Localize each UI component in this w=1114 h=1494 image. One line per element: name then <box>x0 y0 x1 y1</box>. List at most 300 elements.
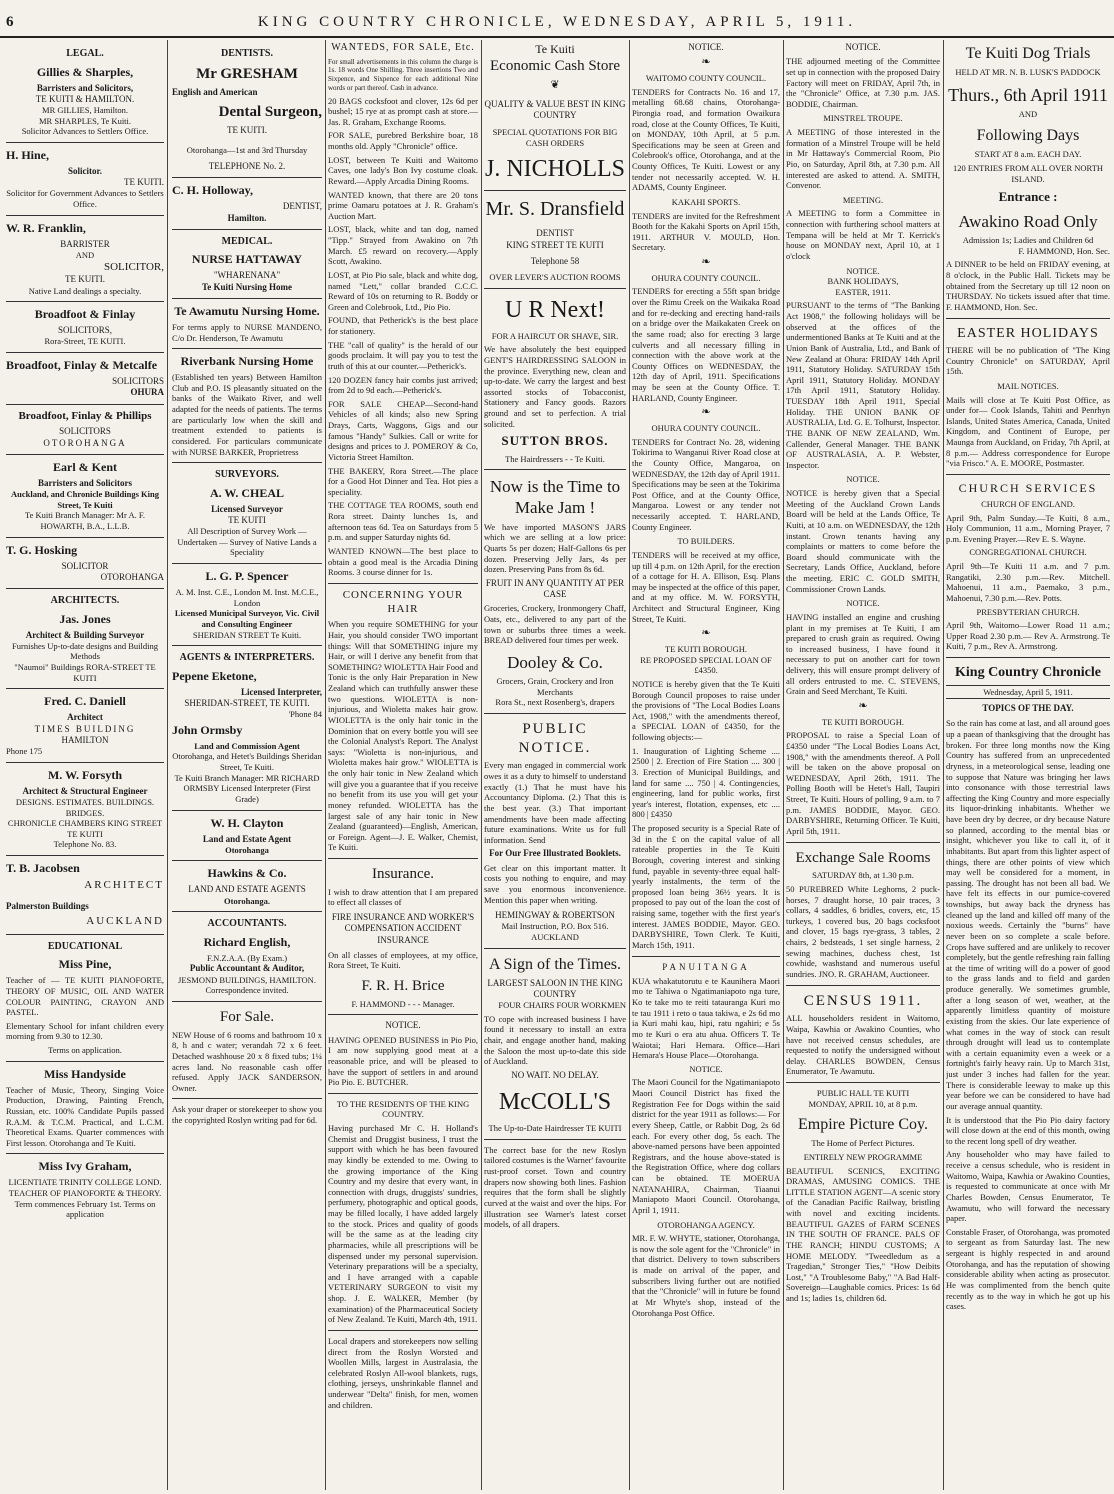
advert-text: F. HAMMOND, Hon. Sec. <box>1018 245 1110 256</box>
notice-text: PROPOSAL to raise a Special Loan of £4350 under "The Local Bodies Loans Act, 1908," with the amendments thereof. A Poll will be taken on the above proposal on WEDNESDAY, April 26th, 1911. The Polling Booth will be Hetet's Hall, Taupiri Street, Te Kuiti. Hours of polling, 9 a.m. to 7 p.m. JAMES BODDIE, Mayor. GEO. DARBYSHIRE, Returning Officer. Te Kuiti, April 5th, 1911. <box>786 730 940 836</box>
classified-ad: THE "call of quality" is the herald of our goods proclaim. It will pay you to test the truth of this at our counter.—Petherick's. <box>328 339 478 371</box>
advert-text: Native Land dealings a specialty. <box>28 285 142 296</box>
classified-ad: LOST, black, white and tan dog, named "Tipp." Strayed from Awakino on 7th March. £5 reward on recovery.—Apply Scott, Awakino. <box>328 224 478 267</box>
divider <box>328 583 478 584</box>
advert-name: Te Awamutu Nursing Home. <box>174 303 320 318</box>
advert-text: (Established ten years) Between Hamilton Club and P.O. IS pleasantly situated on the banks of the Waikato River, and well adapted for the needs of patients. The terms are particularly low when the skill and treatment extended to patients is considered. For particulars communicate with NURSE BARKER, Proprietress <box>172 372 322 457</box>
advert-sub: BARRISTER <box>60 238 110 249</box>
divider <box>172 229 322 230</box>
advert-loc: Otorohanga <box>225 844 269 855</box>
advert-sub: LARGEST SALOON IN THE KING COUNTRY <box>487 977 623 999</box>
divider <box>946 657 1110 658</box>
section-heading: ACCOUNTANTS. <box>207 918 287 930</box>
notice-text: A MEETING to form a Committee in connection with furthering school matters at Tempana will be held at Mr T. Kerrick's house on MONDAY next, April 10, at 1 o'clock <box>786 208 940 261</box>
ornament-icon: ❦ <box>550 78 560 91</box>
masthead <box>0 0 1114 36</box>
advert-name: HEMINGWAY & ROBERTSON <box>495 910 615 921</box>
notice-heading: TE KUITI BOROUGH. <box>822 716 904 727</box>
divider <box>172 298 322 299</box>
advert-name: W. H. Clayton <box>210 815 284 830</box>
advert-text: QUALITY & VALUE BEST IN KING COUNTRY <box>484 98 626 120</box>
advert-text: TO cope with increased business I have found it necessary to install an extra chair, and engage another hand, making the Saloon the most up-to-date this side of Auckland. <box>484 1013 626 1067</box>
advert-name: H. Hine, <box>6 147 50 162</box>
advert-name: Empire Picture Coy. <box>797 1116 929 1134</box>
column-meetings <box>786 42 940 1488</box>
advert-sub: Architect <box>67 712 103 723</box>
divider <box>484 190 626 191</box>
advert-loc: TE KUITI. <box>65 274 105 285</box>
divider <box>6 537 164 538</box>
advert-sub: FOUR CHAIRS FOUR WORKMEN <box>498 1000 626 1011</box>
advert-name: Te Kuiti Dog Trials <box>965 45 1091 62</box>
section-heading: NOTICE. <box>688 42 724 52</box>
section-heading: NOTICE. <box>846 598 880 609</box>
divider <box>6 762 164 763</box>
advert-name: Hawkins & Co. <box>207 866 287 881</box>
notice-text: TENDERS for Contracts No. 16 and 17, metalling 68.68 chains, Otorohanga-Pirongia road, and formation Owaikura road, close at the County Offices, Te Kuiti, on MONDAY, 10th April, at 5 p.m. Specifications may be seen at Green and Colebrook's office, Otorohanga, and at the County Offices, Te Kuiti. Lowest or any tender not necessarily accepted. W. H. ADAMS, County Engineer. <box>632 86 780 193</box>
advert-name: Following Days <box>976 126 1080 144</box>
notice-text: TENDERS for erecting a 55ft span bridge over the Rimu Creek on the Waikaka Road and for re-decking and erecting hand-rails on a bridge over the Maikakaten Creek on the same road; also for erecting 3 large culverts and all necessary filling in connection with the above work at the County Offices on WEDNESDAY, the 12th day of April, 1911. Specifications may be seen at the County Office. T. HARLAND, County Engineer. <box>632 286 780 403</box>
notice-text: TENDERS for Contract No. 28, widening Tokirima to Wanganui River Road close at the County Office, Mangaroa, on WEDNESDAY, the 12th day of April 1911. Specifications may be seen at the Tokirima Post Office, and at the County Office, Mangaroa. Lowest or any tender not necessarily accepted. T. HARLAND, County Engineer. <box>632 436 780 532</box>
advert-name: Fred. C. Daniell <box>44 694 126 709</box>
advert-loc: JESMOND BUILDINGS, HAMILTON. Correspondence invited. <box>178 974 316 996</box>
section-heading: ARCHITECTS. <box>50 595 120 606</box>
advert-text: For small advertisements in this column the charge is 1s. 18 words One Shilling. Three insertions Two and Sixpence, and Sixpence for each additional Nine words or part thereof. Cash in advance. <box>328 57 478 92</box>
editorial-heading: TOPICS OF THE DAY. <box>982 703 1074 714</box>
notice-text: Mails will close at Te Kuiti Post Office, as under for— Cook Islands, Tahiti and Penrhyn Islands, United States America, Canada, United Kingdom, and Continent of Europe, per Maunga from Auckland, on Friday, 7th April, at 8 p.m.— Address correspondence for Europe "via Frisco." A. E. MOORE, Postmaster. <box>946 394 1110 469</box>
advert-sub: English and American <box>172 87 258 98</box>
advert-sub: SOLICITOR, <box>104 260 164 273</box>
advert-sub: Mail Instruction, P.O. Box 516. AUCKLAND <box>501 921 609 942</box>
classified-ad: FOR SALE, purebred Berkshire boar, 18 months old. Apply "Chronicle" office. <box>328 130 478 151</box>
advert-text: Teacher of — TE KUITI PIANOFORTE, THEORY OF MUSIC, OIL AND WATER COLOUR PAINTING, CRAYON AND PASTEL. <box>6 975 164 1018</box>
divider <box>484 948 626 949</box>
advert-text: We have absolutely the best equipped GENT'S HAIRDRESSING SALOON in the province. Everything new, clean and up-to-date. We carry the largest and best assorted stocks of Tobacconist, Stationery and Fancy goods. Razors ground and set to perfection. A trial solicited. <box>484 344 626 429</box>
advert-text: Groceries, Crockery, Ironmongery Chaff, Oats, etc., delivered to any part of the town or suburbs three times a week. BREAD delivered four times per week. <box>484 603 626 646</box>
divider <box>6 688 164 689</box>
advert-sub: Solicitor. <box>68 165 102 176</box>
section-heading: EDUCATIONAL <box>47 940 123 952</box>
divider <box>6 934 164 935</box>
advert-name: SUTTON BROS. <box>501 433 609 449</box>
divider <box>172 860 322 861</box>
divider <box>328 1093 478 1094</box>
column-stores <box>484 42 626 1488</box>
advert-sub: Architect & Building Surveyor <box>25 629 145 640</box>
advert-loc: TE KUITI. <box>227 125 267 136</box>
section-heading: NOTICE. <box>846 474 880 485</box>
advert-name: Economic Cash Store <box>490 58 620 74</box>
advert-loc: Otorohanga. <box>224 895 270 906</box>
divider <box>172 348 322 349</box>
divider <box>946 474 1110 475</box>
advert-text: NEW House of 6 rooms and bathroom 10 x 8, h and c water; verandah 72 x 6 feet. Detached washhouse 20 x 8 fixed tubs; 1¼ acres land. No reasonable cash offer refused. Apply JACK SANDERSON, Owner. <box>172 1029 322 1093</box>
advert-text: TELEPHONE No. 2. <box>208 161 286 172</box>
advert-name: Exchange Sale Rooms <box>795 849 931 866</box>
advert-text: 'Phone 84 <box>288 709 322 720</box>
advert-name: NURSE HATTAWAY <box>191 252 303 267</box>
notice-heading: OHURA COUNTY COUNCIL. <box>651 272 761 283</box>
notice-text: A MEETING of those interested in the formation of a Minstrel Troupe will be held in Mr Hattaway's Commercial Room, Pio Pio, on Saturday, April 8th, at 7.30 p.m. All interested are asked to attend. A. SMITH, Convenor. <box>786 127 940 191</box>
ornament-icon: ❧ <box>701 627 711 640</box>
section-heading: MEDICAL. <box>221 235 273 247</box>
advert-name: F. R. H. Brice <box>361 978 445 994</box>
notice-heading: CHURCH OF ENGLAND. <box>981 498 1075 509</box>
notice-heading: CONGREGATIONAL CHURCH. <box>969 547 1087 558</box>
section-heading: SURVEYORS. <box>215 469 279 481</box>
notice-heading: RE PROPOSED SPECIAL LOAN OF £4350. <box>640 654 772 676</box>
section-heading: LEGAL. <box>66 48 104 59</box>
advert-text: MR SHARPLES, Te Kuiti. <box>38 115 132 126</box>
advert-sub: Dental Surgeon, <box>218 103 322 120</box>
advert-sub: Land and Commission Agent <box>194 740 300 751</box>
advert-text: Teacher of Music, Theory, Singing Voice Production, Drawing, Painting French, Russian, etc. 100% Candidate Pupils passed R.A.M. & T.C.M. Practical, and L.C.M. Theoretical Exams. Quarter commences with First lesson. Otorohanga and Te Kuiti. <box>6 1084 164 1148</box>
advert-sub: Land and Estate Agent <box>202 833 292 844</box>
advert-text: Admission 1s; Ladies and Children 6d <box>962 235 1094 246</box>
divider <box>6 301 164 302</box>
advert-loc: Rora St., next Rosenberg's, drapers <box>495 697 615 708</box>
advert-text: I wish to draw attention that I am prepared to effect all classes of <box>328 886 478 908</box>
notice-text: THE adjourned meeting of the Committee set up in connection with the proposed Dairy Factory will meet on FRIDAY, April 7th, in the "Chronicle" Office, at 7.30 p.m. JAS. BODDIE, Chairman. <box>786 56 940 109</box>
advert-sub: Barristers and Solicitors, <box>36 82 134 93</box>
advert-text: Every man engaged in commercial work owes it as a duty to himself to understand exactly (1.) That he must have his Accountancy Diploma. (2.) That this is the best year. (3.) That important amendments have been made affecting future examinations. Write us for full information. Send <box>484 760 626 845</box>
advert-text: NO WAIT. NO DELAY. <box>511 1069 599 1080</box>
advert-sub: Auckland, and Chronicle Buildings King Street, Te Kuiti <box>11 489 159 510</box>
classified-ad: FOUND, that Petherick's is the best place for stationery. <box>328 315 478 336</box>
classified-ad: LOST, at Pio Pio sale, black and white dog, named "Lett," collar branded C.C.C. Reward of 10s on returning to R. Boddy or Green and Colebrook, Ltd., Pio Pio. <box>328 269 478 312</box>
notice-heading: OTOROHANGA AGENCY. <box>657 1219 755 1230</box>
advert-name: Now is the Time to Make Jam ! <box>489 477 621 518</box>
advert-sub: Public Accountant & Auditor, <box>189 963 305 974</box>
advert-text: Get clear on this important matter. It costs you nothing to enquire, and may save you enormous inconvenience. Mention this paper when writing. <box>484 862 626 905</box>
classified-ad: FOR SALE CHEAP—Second-hand Vehicles of all kinds; also new Spring Drays, Carts, Waggons, Gigs and our famous "Handy" Sulkies. Call or write for designs and prices to J. POMEROY & Co, Victoria Street Hamilton. <box>328 398 478 462</box>
section-heading: NOTICE. <box>846 265 880 276</box>
advert-loc: TIMES BUILDING <box>34 723 136 734</box>
section-heading: NOTICE. <box>689 1063 723 1074</box>
advert-sub: START AT 8 a.m. EACH DAY. <box>974 148 1082 159</box>
advert-loc: HAMILTON <box>61 734 109 745</box>
advert-loc: OHURA <box>130 387 164 398</box>
advert-text: Solicitor Advances to Settlers Office. <box>21 126 149 137</box>
page-number: 6 <box>6 14 14 30</box>
editorial-date: Wednesday, April 5, 1911. <box>946 685 1110 700</box>
advert-text: OVER LEVER'S AUCTION ROOMS <box>489 272 621 282</box>
advert-text: ALL householders resident in Waitomo, Waipa, Kawhia or Awakino Counties, who have not received census schedules, are requested to notify the undersigned without delay. CHARLES BOWDEN, Census Enumerator, Te Awamutu. <box>786 1013 940 1077</box>
divider <box>6 588 164 589</box>
notice-text: THERE will be no publication of "The King Country Chronicle" on SATURDAY, April 15th. <box>946 345 1110 377</box>
divider <box>6 352 164 353</box>
divider <box>484 713 626 714</box>
divider <box>6 142 164 143</box>
advert-text: We have imported MASON'S JARS which we are selling at a low price: Quarts 5s per dozen; Half-Gallons 6s per dozen. Preserving Jelly Jars, 4s per dozen. Preserving Pans from 8s 6d. <box>484 521 626 575</box>
advert-sub: SOLICITOR <box>61 560 109 571</box>
section-heading: AGENTS & INTERPRETERS. <box>179 652 315 664</box>
column-wanteds <box>328 42 478 1488</box>
notice-text: TENDERS are invited for the Refreshment Booth for the Kakahi Sports on April 15th, 1911. ARTHUR V. MOULD, Hon. Secretary. <box>632 210 780 253</box>
advert-name: L. G. P. Spencer <box>205 569 289 583</box>
classified-ad: LOST, between Te Kuiti and Waitomo Caves, one lady's Bon Ivy costume cloak. Reward.—Apply Arcadia Dining Rooms. <box>328 154 478 186</box>
advert-text: All Description of Survey Work — Undertaken — Survey of Native Lands a Speciality <box>177 526 317 558</box>
advert-name: U R Next! <box>505 296 605 323</box>
notice-text: April 9th, Waitomo—Lower Road 11 a.m.; Upper Road 2.30 p.m.— Rev A. Armstrong. Te Kuiti, 7 p.m., Rev A. Armstrong. <box>946 620 1110 652</box>
advert-text: Terms on application. <box>48 1045 122 1055</box>
advert-loc: OTOROHANGA <box>43 437 127 448</box>
advert-text: DESIGNS. ESTIMATES. BUILDINGS. BRIDGES. <box>15 796 155 818</box>
advert-text: When you require SOMETHING for your Hair, you should consider TWO important things: Will that SOMETHING injure my Hair, or will I derive any benefit from that SOMETHING? WIOLETTA Hair Food and Tonic is the only Hair Preparation in New Zealand which can truthfully answer these two questions. WIOLETTA is non-injurious, and Wioletta makes hair grow. WIOLETTA is the only hair tonic in the Dominion that on every bottle you will see the Colonial Analyst's Report. The Analyst says: "Wioletta is non-injurious, and Wioletta makes hair grow." WIOLETTA is the only hair tonic in New Zealand which will give you a guarantee that if you receive no benefit from its use you will get your money refunded. WIOLETTA has the largest sale of any hair tonic in New Zealand (guaranteed)—English, American, or Foreign. Agent—J. E. Walker, Chemist, Te Kuiti. <box>328 619 478 853</box>
advert-loc: Te Kuiti Nursing Home <box>202 281 292 292</box>
advert-sub: SOLICITORS <box>59 426 111 437</box>
divider <box>6 454 164 455</box>
advert-name: C. H. Holloway, <box>172 183 254 198</box>
divider <box>328 1330 478 1331</box>
classified-ad: WANTED known, that there are 20 tons prime Oamaru potatoes at J. R. Graham's Auction Mart. <box>328 189 478 221</box>
notice-heading: PANUITANGA <box>662 961 750 972</box>
classified-ad: THE COTTAGE TEA ROOMS, south end Rora street. Dainty lunches 1s, and afternoon teas 6d. Tea on Saturdays from 5 p.m. and supper Saturday nights 6d. <box>328 500 478 543</box>
advert-text: Solicitor for Government Advances to Settlers Office. <box>6 188 164 209</box>
advert-name: Jas. Jones <box>59 611 111 626</box>
divider <box>484 288 626 289</box>
notice-text: PURSUANT to the terms of "The Banking Act 1908," the following holidays will be observed at the offices of the undermentioned Banks at Te Kuiti and at the Union Bank of Australia, Ltd., and Bank of New Zealand at Ohura: FRIDAY 14th April 1911, Statutory Holiday. SATURDAY 15th April 1911, Statutory Holiday. MONDAY 17th April 1911, Statutory Holiday. TUESDAY 18th April 1911, Special Holiday. THE UNION BANK OF AUSTRALIA, Ltd. G. E. Tolhurst, Inspector. THE BANK OF NEW ZEALAND, Wm. Callender, General Manager. THE BANK OF AUSTRALASIA, A. P. Webster, Inspector. <box>786 300 940 470</box>
advert-text: HAVING OPENED BUSINESS in Pio Pio, I am now supplying good meat at a reasonable price, and will be pleased to have the support of settlers in and around Pio Pio. E. BUTCHER. <box>328 1034 478 1088</box>
advert-text: Elementary School for infant children every morning from 9.30 to 12.30. <box>6 1020 164 1042</box>
advert-sub: Licensed Surveyor <box>211 503 283 514</box>
divider <box>328 858 478 859</box>
advert-sub: The Up-to-Date Hairdresser TE KUITI <box>488 1123 622 1134</box>
divider <box>786 1082 940 1083</box>
ornament-icon: ❧ <box>701 406 711 419</box>
divider <box>484 469 626 470</box>
advert-loc: OTOROHANGA <box>100 571 164 582</box>
advert-name: Miss Ivy Graham, <box>38 1159 132 1174</box>
editorial-text: It is understood that the Pio Pio dairy factory will close down at the end of this month, owing to the recent long spell of dry weather. <box>946 1114 1110 1146</box>
advert-name: CENSUS 1911. <box>803 992 923 1009</box>
advert-text: 120 ENTRIES FROM ALL OVER NORTH ISLAND. <box>952 163 1104 184</box>
divider <box>6 855 164 856</box>
divider <box>172 177 322 178</box>
advert-sub: The Hairdressers - - Te Kuiti. <box>505 453 605 464</box>
advert-text: LICENTIATE TRINITY COLLEGE LOND. TEACHER OF PIANOFORTE & THEORY. <box>8 1177 162 1198</box>
advert-loc: Otorohanga, and Hetet's Buildings Sheridan Street, Te Kuiti. <box>172 751 322 772</box>
column-notices <box>632 42 780 1488</box>
advert-sub: Licensed Interpreter, <box>241 686 322 697</box>
notice-text: TENDERS will be received at my office, up till 4 p.m. on 12th April, for the erection of a cottage for H. A. Ellison, Esq. Plans may be inspected at the office of this paper, and at my office. M. W. FORSYTH, Architect and Structural Engineer, King Street, Te Kuiti. <box>632 549 780 624</box>
advert-sub: The Home of Perfect Pictures. <box>811 1138 915 1149</box>
advert-text: Telephone No. 83. <box>53 839 117 850</box>
classified-ad: 120 DOZEN fancy hair combs just arrived; from 2d to 9d each.—Petherick's. <box>328 374 478 396</box>
advert-sub: A. M. Inst. C.E., London M. Inst. M.C.E., London <box>175 587 319 608</box>
advert-name: Miss Handyside <box>44 1066 126 1081</box>
divider <box>172 911 322 912</box>
advert-name: Riverbank Nursing Home <box>180 354 314 369</box>
advert-sub: F.N.Z.A.A. (By Exam.) <box>206 952 288 963</box>
advert-loc: "Naumoi" Buildings RORA-STREET TE KUITI <box>14 662 156 683</box>
notice-text: NOTICE is hereby given that the Te Kuiti Borough Council proposes to raise under the provisions of "The Local Bodies Loans Act, 1908," with the amendments thereof, a SPECIAL LOAN of £4350, for the following objects:— <box>632 678 780 742</box>
advert-name: Mr GRESHAM <box>196 65 298 82</box>
classified-ad: WANTED KNOWN—The best place to obtain a good meal is the Arcadia Dining Rooms. 3 course dinner for 1s. <box>328 545 478 578</box>
advert-sub: Grocers, Grain, Crockery and Iron Merchants <box>496 676 614 697</box>
advert-loc: TE KUITI <box>228 514 266 525</box>
notice-heading: OHURA COUNTY COUNCIL. <box>651 423 761 433</box>
advert-name: Pepene Eketone, <box>172 668 257 683</box>
advert-loc: TE KUITI. <box>124 177 164 188</box>
notice-text: NOTICE is hereby given that a Special Meeting of the Auckland Crown Lands Board will be held at the Lands Office, Te Kuiti, at 10 a.m. on WEDNESDAY, the 12th instant. Crown tenants having any complaints or matters to come before the Board should communicate with the Secretary, Lands Office, Auckland, before the meeting. ERIC C. GOLD SMITH, Commissioner Crown Lands. <box>786 488 940 594</box>
advert-name: T. B. Jacobsen <box>6 861 80 875</box>
advert-sub: ENTIRELY NEW PROGRAMME <box>803 1151 923 1162</box>
advert-heading: CONCERNING YOUR HAIR <box>342 588 464 615</box>
advert-text: Local drapers and storekeepers now selling direct from the Roslyn Worsted and Woollen Mills, largest in Australasia, the celebrated Roslyn All-wool blankets, rugs, clothing, jerseys, unshrinkable flannel and underwear "Delta" finish, for men, women and children. <box>328 1335 478 1410</box>
advert-sub: MONDAY, APRIL 10, at 8 p.m. <box>808 1098 918 1109</box>
notice-heading: TO BUILDERS. <box>677 536 735 547</box>
advert-loc: Rora-Street, TE KUITI. <box>44 336 126 347</box>
advert-name: Thurs., 6th April 1911 <box>948 84 1108 105</box>
advert-loc: Hamilton. <box>227 212 267 223</box>
advert-heading: Te Kuiti <box>535 42 575 56</box>
notice-heading: EASTER HOLIDAYS <box>957 325 1099 341</box>
column-legal <box>6 42 164 1488</box>
advert-text: Te Kuiti Branch Manager: Mr A. F. HOWARTH, B.A., L.L.B. <box>24 510 146 531</box>
notice-heading: TE KUITI BOROUGH. <box>665 644 747 654</box>
divider <box>6 404 164 405</box>
advert-sub: ARCHITECT <box>84 879 164 891</box>
advert-name: J. NICHOLLS <box>484 156 625 183</box>
advert-sub: For Our Free Illustrated Booklets. <box>489 848 621 859</box>
advert-sub: SOLICITORS <box>112 376 164 386</box>
advert-text: The correct base for the new Roslyn tailored costumes is the Warner' favourite rust-proof corset. Town and country drapers now showing both lines. Fashion requires that the form shall be slightly curved at the waist and over the hips. For illustration see Warner's latest corset models, of all drapers. <box>484 1144 626 1230</box>
column-divider <box>629 40 630 1490</box>
column-divider <box>325 40 326 1490</box>
notice-heading: MEETING. <box>842 194 884 205</box>
advert-sub: Barristers and Solicitors <box>38 477 132 488</box>
advert-text: SPECIAL QUOTATIONS FOR BIG CASH ORDERS <box>492 127 618 148</box>
advert-sub: DENTIST, <box>282 201 322 212</box>
advert-text: A DINNER to be held on FRIDAY evening, at 8 o'clock, in the Public Hall. Tickets may be obtained from the Secretary up till 12 noon on THURSDAY. No tickets issued after that time. F. HAMMOND, Hon. Sec. <box>946 259 1110 312</box>
advert-sub: PUBLIC HALL TE KUITI <box>816 1088 910 1098</box>
advert-name: M. W. Forsyth <box>47 767 122 782</box>
advert-text: Te Kuiti Branch Manager: MR RICHARD ORMSBY Licensed Interpreter (First Grade) <box>174 772 320 804</box>
advert-heading: PUBLIC NOTICE. <box>518 720 592 756</box>
advert-text: Telephone 58 <box>530 255 580 266</box>
advert-sub: FOR A HAIRCUT OR SHAVE, SIR. <box>491 330 619 341</box>
advert-name: Richard English, <box>203 934 291 949</box>
advert-name: W. R. Franklin, <box>6 220 86 235</box>
advert-name: Dooley & Co. <box>507 652 603 672</box>
advert-name: Broadfoot, Finlay & Phillips <box>18 409 152 422</box>
advert-text: FIRE INSURANCE AND WORKER'S COMPENSATION ACCIDENT INSURANCE <box>331 912 475 945</box>
advert-name: Mr. S. Dransfield <box>485 198 625 221</box>
advert-text: Term commences February 1st. Terms on application <box>14 1198 156 1220</box>
advert-sub: HELD AT MR. N. B. LUSK'S PADDOCK <box>955 67 1101 77</box>
top-rule <box>0 36 1114 38</box>
advert-sub: Entrance : <box>998 188 1058 204</box>
notice-text: The proposed security is a Special Rate of 3d in the £ on the capital value of all rateable properties in the Te Kuiti Borough, covering interest and sinking fund, payable in seventy-three equal half-yearly instalments, the term of the proposed loan being 36½ years. It is proposed to pay out of the loan the cost of raising same, together with the first year's interest. JAMES BODDIE, Mayor. GEO. DARBYSHIRE, Town Clerk. Te Kuiti, March 15th, 1911. <box>632 823 780 950</box>
advert-text: Having purchased Mr C. H. Holland's Chemist and Druggist business, I trust the support with which he has been favoured may kindly be extended to me. Owing to the growing importance of the King Country and my desire that every want, in connection with drugs, druggists' sundries, perfumery, photographic and optical goods, may be filled locally, I have added largely to the stock. Prices and quality of goods will be the same as at the leading city pharmacies, while all prescriptions will be dispensed under my personal supervision. Veterinary preparations will be a specialty, and I have arranged with a capable VETERINARY SURGEON to visit my shop. J. E. WALKER, Member (by examination) of the Pharmaceutical Society of New Zealand. Te Kuiti, March 4th, 1911. <box>328 1123 478 1325</box>
divider <box>172 1001 322 1002</box>
advert-sub: DENTIST <box>536 228 574 239</box>
advert-sub: "WHARENANA" <box>213 270 281 281</box>
column-dentists <box>172 42 322 1488</box>
advert-text: Ask your draper or storekeeper to show you the copyrighted Roslyn writing pad for 6d. <box>172 1104 322 1125</box>
notice-heading: WAITOMO COUNTY COUNCIL. <box>645 73 767 83</box>
divider <box>632 956 780 957</box>
advert-sub: SATURDAY 8th, at 1.30 p.m. <box>812 870 914 881</box>
advert-name: Gillies & Sharples, <box>36 64 134 79</box>
divider <box>172 462 322 463</box>
advert-loc: CHRONICLE CHAMBERS KING STREET TE KUITI <box>7 818 163 839</box>
advert-name: T. G. Hosking <box>6 542 78 557</box>
notice-text: MR. F. W. WHYTE, stationer, Otorohanga, is now the sole agent for the "Chronicle" in that district. Delivery to town subscribers is made on arrival of the paper, and subscribers living further out are notified that the "Chronicle" will in future be found at Mr Whyte's shop, instead of the Otorohanga Post Office. <box>632 1233 780 1318</box>
advert-name: A. W. CHEAL <box>209 485 285 500</box>
divider <box>6 215 164 216</box>
advert-loc: SHERIDAN STREET Te Kuiti. <box>192 629 302 640</box>
notice-text: HAVING installed an engine and crushing plant in my premises at Te Kuiti, I am prepared to crush grain as required. Owing to increased business, I have found it necessary to put on another cart for town delivery, this will ensure prompt delivery of all orders entrusted to me. C. STEVENS, Grain and Seed Merchant, Te Kuiti. <box>786 611 940 697</box>
advert-text: Furnishes Up-to-date designs and Building Methods <box>12 640 158 662</box>
column-divider <box>167 40 168 1490</box>
section-heading: NOTICE. <box>845 42 881 52</box>
advert-name: A Sign of the Times. <box>488 955 622 973</box>
advert-sub: F. HAMMOND - - - Manager. <box>351 998 455 1009</box>
divider <box>172 1098 322 1099</box>
advert-name: Broadfoot & Finlay <box>34 307 136 322</box>
advert-heading: Insurance. <box>371 866 435 882</box>
advert-text: For terms apply to NURSE MANDENO, C/o Dr. Henderson, Te Awamutu <box>172 321 322 343</box>
notice-text: The Maori Council for the Ngatimaniapoto Maori Council District has fixed the Registration Fee for Dogs within the said district for the year 1911 as follows:— For every Sheep, Cattle, or Rabbit Dog, 2s 6d each. For every other dog, 5s each. The above-named persons have been appointed Registrars, and the house above-stated is the Registration Office, where dog collars can be obtained. TE MOERUA NATANAHIRA, Chairman, Tiaanui Maniapoto Maori Council. Otorohanga, April 1, 1911. <box>632 1077 780 1215</box>
divider <box>946 318 1110 319</box>
advert-sub: Architect & Structural Engineer <box>22 785 148 796</box>
advert-text: Phone 175 <box>6 746 43 756</box>
section-heading: NOTICE. <box>385 1020 421 1031</box>
divider <box>172 563 322 564</box>
column-divider <box>783 40 784 1490</box>
advert-name: McCOLL'S <box>498 1089 612 1116</box>
advert-loc: AUCKLAND <box>86 915 164 927</box>
section-heading: CHURCH SERVICES <box>958 480 1098 495</box>
divider <box>172 810 322 811</box>
advert-loc: SHERIDAN-STREET, TE KUITI. <box>184 697 310 708</box>
divider <box>6 1153 164 1154</box>
classified-ad: 20 BAGS cocksfoot and clover, 12s 6d per bushel; 15 rye at as prompt cash at store.—Jas. R. Graham, Exchange Rooms. <box>328 95 478 127</box>
advert-name: Awakino Road Only <box>958 211 1098 231</box>
advert-heading: TO THE RESIDENTS OF THE KING COUNTRY. <box>336 1098 470 1120</box>
section-heading: WANTEDS, FOR SALE, Etc. <box>331 42 475 53</box>
advert-name: Earl & Kent <box>53 459 117 474</box>
advert-sub: AND <box>75 249 95 260</box>
notice-heading: PRESBYTERIAN CHURCH. <box>976 606 1080 617</box>
divider <box>328 1014 478 1015</box>
notice-heading: KAKAHI SPORTS. <box>671 196 741 207</box>
notice-heading: MINSTREL TROUPE. <box>823 113 903 124</box>
notice-text: April 9th—Te Kuiti 11 a.m. and 7 p.m. Rangatiki, 2.30 p.m.—Rev. Mitchell. Mahoenui, 11 a.m., Paemako, 3 p.m., Mahoenui, 7.30 p.m.—Rev. Potts. <box>946 561 1110 603</box>
notice-heading: MAIL NOTICES. <box>997 380 1059 391</box>
advert-text: Otorohanga—1st and 3rd Thursday <box>186 144 308 155</box>
divider <box>786 842 940 843</box>
section-heading: DENTISTS. <box>221 48 273 59</box>
advert-sub: FRUIT IN ANY QUANTITY AT PER CASE <box>485 577 625 599</box>
editorial-text: Constable Fraser, of Otorohanga, was promoted to sergeant as from Saturday last. The new sergeant is highly respected in and around Otorohanga, and has the reputation of showing considerable ability when acting as prosecutor. He was complimented from the bench quite recently as to the way in which he got up his cases. <box>946 1226 1110 1312</box>
column-divider <box>481 40 482 1490</box>
advert-text: BEAUTIFUL SCENICS, EXCITING DRAMAS, AMUSING COMICS. THE LITTLE STATION AGENT—A scenic story of the Canadian Pacific Railway, bristling with novel and exciting incidents. BEAUTIFUL GAZES of FARM SCENES IN THE SOUTH OF FRANCE. PALS OF THE RANCH; HINDU CUSTOMS; A HOME MELODY. "Tweedledum as a Tragedian," Stronger Ties," "How Deibits Lost," "A Troublesome Baby," "A Bad Half-Sovereign—Laughable comics. Prices: 1s 6d and 1s; ladies 1s, children 6d. <box>786 1165 940 1303</box>
ornament-icon: ❧ <box>701 256 711 268</box>
advert-text: MR GILLIES, Hamilton. <box>42 105 128 115</box>
advert-name: Miss Pine, <box>58 957 112 972</box>
advert-sub: SOLICITORS, <box>57 325 113 336</box>
advert-sub: Licensed Municipal Surveyor, Vic. Civil and Consulting Engineer <box>174 608 320 629</box>
notice-heading: EASTER, 1911. <box>835 286 891 297</box>
advert-sub: AND <box>1018 109 1038 120</box>
column-divider <box>943 40 944 1490</box>
ornament-icon: ❧ <box>701 56 711 69</box>
notice-text: 1. Inauguration of Lighting Scheme .... 2500 | 2. Erection of Fire Station .... 300 | 3. Erection of Municipal Buildings, and land for same .... 750 | 4. Contingencies, engineering, land for public works, first year's interest, flotation, expenses, etc .... 800 | £4350 <box>632 745 780 820</box>
column-editorial <box>946 42 1110 1488</box>
